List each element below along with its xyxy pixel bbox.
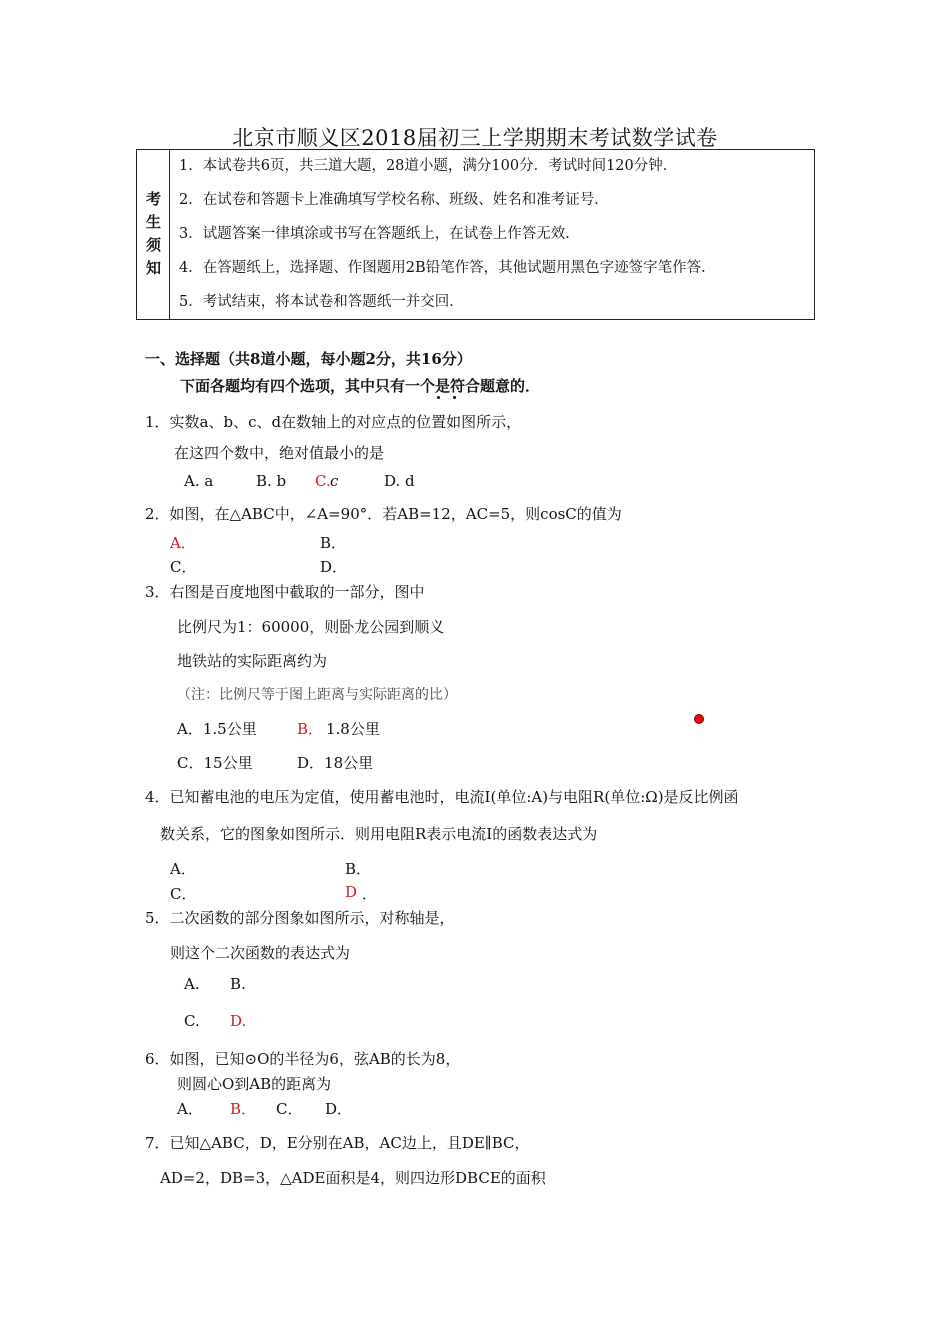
q4-option-d-period: ． (362, 885, 378, 903)
q6-option-c: C． (276, 1100, 303, 1118)
q1-option-b: B. b (256, 472, 287, 490)
q5-option-a: A. (184, 975, 200, 993)
q1-text: 1．实数a、b、c、d在数轴上的对应点的位置如图所示， (145, 413, 522, 431)
emphasis-dot (437, 396, 440, 399)
notice-label (137, 188, 170, 280)
notice-item-5: 5．考试结束，将本试卷和答题纸一并交回． (179, 294, 464, 310)
section-heading: 一、选择题（共8道小题，每小题2分，共16分） (145, 350, 472, 368)
q1-text-2: 在这四个数中，绝对值最小的是 (174, 444, 385, 462)
q5-text-2: 则这个二次函数的表达式为 (170, 944, 351, 962)
notice-label-char: 生 (145, 213, 161, 231)
q4-option-a: A． (170, 860, 196, 878)
q3-text-3: 地铁站的实际距离约为 (177, 652, 328, 670)
q1-option-a: A. a (184, 472, 214, 490)
q5-option-d: D. (230, 1012, 247, 1030)
notice-label-column (137, 150, 170, 319)
notice-item-3: 3．试题答案一律填涂或书写在答题纸上，在试卷上作答无效． (179, 226, 580, 242)
emphasis-dot (453, 396, 456, 399)
q3-note: （注：比例尺等于图上距离与实际距离的比） (177, 687, 457, 703)
q6-option-d: D． (325, 1100, 353, 1118)
q3-option-a: A．1.5公里 (177, 720, 257, 738)
notice-item-1: 1．本试卷共6页，共三道大题，28道小题，满分100分．考试时间120分钟． (179, 158, 678, 174)
q3-option-b-value: 1.8公里 (326, 720, 380, 738)
q4-text: 4．已知蓄电池的电压为定值，使用蓄电池时，电流I(单位:A)与电阻R(单位:Ω)是反比例函 (145, 788, 739, 806)
q7-text-2: AD=2，DB=3，△ADE面积是4，则四边形DBCE的面积 (160, 1169, 546, 1187)
q3-text-2: 比例尺为1：60000，则卧龙公园到顺义 (177, 618, 445, 636)
q4-option-b: B． (345, 860, 372, 878)
q3-text: 3．右图是百度地图中截取的一部分，图中 (145, 583, 425, 601)
notice-box (136, 149, 815, 320)
q3-option-c: C．15公里 (177, 754, 253, 772)
q6-text: 6．如图，已知⊙O的半径为6，弦AB的长为8， (145, 1050, 461, 1068)
q2-option-c: C． (170, 558, 197, 576)
notice-label-char: 知 (145, 259, 161, 277)
notice-label-char: 须 (145, 236, 161, 254)
q3-option-d: D．18公里 (297, 754, 374, 772)
q2-text: 2．如图，在△ABC中，∠A=90°．若AB=12，AC=5，则cosC的值为 (145, 505, 622, 523)
q7-text: 7．已知△ABC，D，E分别在AB，AC边上，且DE∥BC， (145, 1134, 530, 1152)
notice-item-2: 2．在试卷和答题卡上准确填写学校名称、班级、姓名和准考证号． (179, 192, 609, 208)
q1-option-c-value: c (330, 472, 339, 490)
q1-option-c: C. (315, 472, 331, 490)
q2-option-d: D． (320, 558, 348, 576)
q2-option-a: A． (170, 534, 196, 552)
q2-option-b: B． (320, 534, 347, 552)
page-title: 北京市顺义区2018届初三上学期期末考试数学试卷 (232, 126, 718, 150)
q3-option-b: B． (297, 720, 324, 738)
q4-text-2: 数关系，它的图象如图所示．则用电阻R表示电流I的函数表达式为 (160, 825, 598, 843)
q4-option-d: D (345, 883, 358, 901)
q5-option-c: C. (184, 1012, 200, 1030)
q6-option-b: B． (230, 1100, 257, 1118)
q5-option-b: B. (230, 975, 246, 993)
notice-label-char: 考 (145, 190, 161, 208)
q6-text-2: 则圆心O到AB的距离为 (177, 1075, 332, 1093)
q1-option-d: D. d (384, 472, 415, 490)
q6-option-a: A． (177, 1100, 203, 1118)
notice-item-4: 4．在答题纸上，选择题、作图题用2B铅笔作答，其他试题用黑色字迹签字笔作答． (179, 260, 716, 276)
q4-option-c: C． (170, 885, 197, 903)
map-marker-dot (694, 714, 704, 724)
q5-text: 5．二次函数的部分图象如图所示，对称轴是， (145, 909, 455, 927)
section-instruction: 下面各题均有四个选项，其中只有一个是符合题意的． (180, 377, 541, 395)
